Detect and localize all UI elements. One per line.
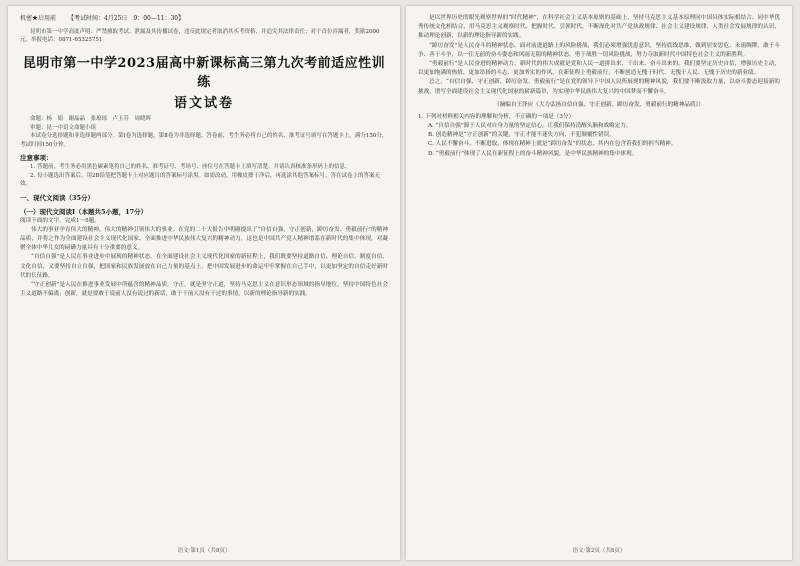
page-title: 昆明市第一中学2023届高中新课标高三第九次考前适应性训练 (22, 56, 386, 90)
passage-paragraph: “守正创新”是人民在推进事业发展中所蕴含的精神品质。守正，就是坚守正道，坚持马克思主义在意识形态领域的指导地位，坚持中国特色社会主义道路不偏离；创新，就是要敢于说前人没有说过的新话，敢于干前人没有干过的事情，以新的理论指导新的实践。 (20, 281, 388, 298)
credits (20, 115, 388, 149)
option-b: B. 创造精神是“守正创新”的关键，守正才能不迷失方向、不犯颠覆性错误。 (428, 132, 615, 139)
exam-page-right (406, 6, 792, 560)
passage-paragraph: “自信自强”是人民在事业进步中展现的精神状态。在全面建设社会主义现代化国家的新征程上，我们既要坚持道路自信、理论自信、制度自信、文化自信，又要坚持自立自强，把国家和民族发展放在自己力量的基点上，把中国发展进步的命运牢牢掌握在自己手中，以更加坚定的自信走好新时代的长征路。 (20, 254, 388, 279)
instruction: 阅读下面的文字，完成1～5题。 (20, 217, 100, 224)
exam-page-left (8, 6, 400, 560)
intro: 本试卷分选择题和非选择题两部分。第Ⅰ卷为选择题，第Ⅱ卷为非选择题。答卷前，考生务必将自己的姓名、准考证号填写在答题卡上。满分150分，考试时间150分钟。 (20, 133, 388, 148)
attention-item: 2. 每小题选出答案后，用2B铅笔把答题卡上对应题目的答案标号涂黑。如需改动，用橡皮擦干净后，再选涂其他答案标号。答在试卷上的答案无效。 (20, 172, 381, 187)
passage-paragraph: “勇毅前行”是人民奋进的精神动力。新时代的伟大成就是党和人民一道拼出来、干出来、奋斗出来的。我们要坚定历史自信，增强历史主动，以更加饱满的热情、更加昂扬的斗志、更加务实的作风，在新征程上勇毅前行，不断创造无愧于时代、无愧于人民、无愧于历史的新业绩。 (418, 61, 780, 77)
option-c: C. 人民不懈奋斗、不断进取，体现在精神上就是“踔厉奋发”的状态，其内在包含着我们的担当精神。 (428, 141, 677, 148)
page-footer: 语文·第2页（共8页） (572, 548, 626, 554)
attention-item: 1. 答题前，考生务必用黑色碳素笔将自己的姓名、准考证号、考场号、座位号在答题卡上填写清楚，并请认真核准条形码上的信息。 (30, 164, 351, 170)
anti-leak-notice: 昆明市第一中学高度声明：严禁擅取考试、泄漏及其传播试卷，违反此规定者取消其买考资格，并追究其法律责任；对于首位涉漏者，奖励2000元。举报电话：0871-65325751 (20, 29, 380, 43)
attention-list (20, 163, 388, 189)
passage-paragraph: 总之，“自信自强、守正创新，踔厉奋发、勇毅前行”是在党的领导下中国人民所展现的精神风貌，我们要不断汲取力量，以奋斗姿态迎接新的挑战，谱写全面建设社会主义现代化国家的崭新篇章，为实现中华民族伟大复兴的中国梦而不懈奋斗。 (418, 79, 780, 95)
passage-paragraph: 是以世界历史的眼光观察世界的“时代精神”，在科学社会主义基本原则的基础上，坚持马克思主义基本原理同中国具体实际相结合、同中华优秀传统文化相结合，用马克思主义观察时代、把握时代、引领时代，不断深化对共产党执政规律、社会主义建设规律、人类社会发展规律的认识，推动理论创新，以新的理论指导新的实践。 (418, 15, 780, 40)
page-footer: 语文·第1页（共8页） (177, 548, 231, 554)
attention-heading: 注意事项： (20, 154, 53, 162)
page-subtitle: 语文试卷 (173, 96, 234, 111)
option-a: A. “自信自强”源于人民对自身力量的坚定信心，让我们保持清醒头脑和战略定力。 (428, 123, 632, 130)
passage-paragraph: 伟大的事业孕育伟大的精神，伟大的精神引领伟大的事业。在党的二十大报告中明确提出了“自信自强、守正创新，踔厉奋发、勇毅前行”的精神品质，并将之作为全面建设社会主义现代化国家、全面推进中华民族伟大复兴的精神动力，这也是中国共产党人精神谱系在新时代的集中体现，对凝聚全体中华儿女的磅礴力量具有十分重要的意义。 (20, 226, 388, 252)
section-heading: 一、现代文阅读（35分） (20, 193, 95, 202)
exam-meta (20, 14, 388, 24)
reading-passage (20, 217, 388, 300)
question-stem: 1. 下列对材料相关内容的理解和分析，不正确的一项是（3分） (418, 113, 575, 120)
reading-passage-continued (418, 14, 780, 97)
reviewer: 审题：昆一中语文命题小组 (30, 124, 97, 131)
authors: 命题：杨 娟 谢晶晶 张琼琼 卢玉芬 周晓晖 (30, 116, 152, 122)
exam-time: 【考试时间：4月25日 9：00—11：30】 (67, 15, 185, 22)
option-d: D. “勇毅前行”体现了人民在新征程上的奋斗精神风貌，是中华民族精神的集中体现。 (428, 150, 638, 157)
passage-paragraph: “踔厉奋发”是人民奋斗的精神状态。面对前进道路上的风险挑战，我们必须增强忧患意识，坚持底线思维，做到居安思危、未雨绸缪，敢于斗争、善于斗争，以一往无前的奋斗姿态和风雨无阻的精神状态，勇于战胜一切风险挑战，努力夺取新时代中国特色社会主义的新胜利。 (418, 42, 780, 58)
source-citation: （摘编自王泽应《大力弘扬自信自强、守正创新、踔厉奋发、勇毅前行的精神品质》） (494, 101, 704, 108)
question-1 (418, 113, 780, 159)
secrecy-label: 机密★启用前 (20, 15, 57, 22)
subsection-heading: （一）现代文阅读Ⅰ（本题共5小题，17分） (20, 207, 148, 216)
